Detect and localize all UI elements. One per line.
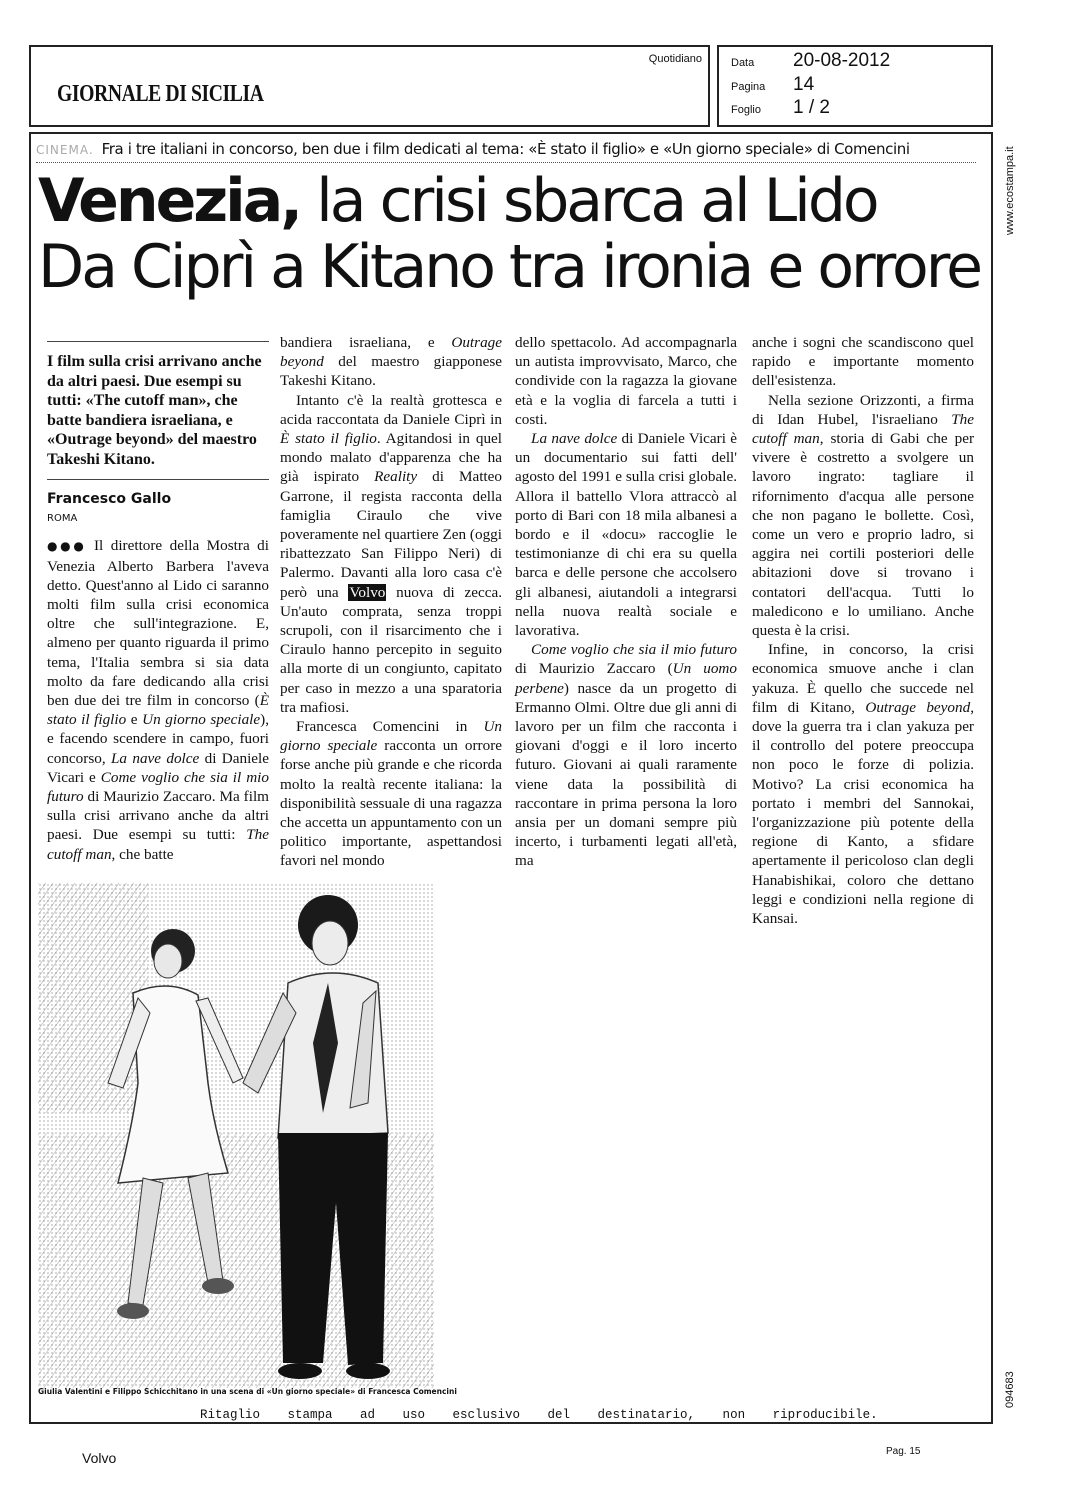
paragraph: Infine, in concorso, la crisi economica smuove anche i clan yakuza. È quello che succede nel film di Kitano, Outrage beyond, dove la guerra tra i clan yakuza per il controllo del potere preoccupa non poco le forze di polizia. Motivo? La crisi economica ha portato i membri del Sannokai, l'organizzazione più potente della regione di Kanto, a sfidare apertamente il pericoloso clan degli Hanabishikai, coloro che dettano leggi e condizioni nella regione di Kansai. bbox=[752, 641, 974, 928]
author-rule bbox=[47, 479, 269, 480]
photo-caption: Giulia Valentini e Filippo Schicchitano in una scena di «Un giorno speciale» di Francesca Comencini bbox=[38, 1387, 457, 1396]
paragraph: dello spettacolo. Ad accompagnarla un autista improvvisato, Marco, che condivide con la ragazza la giovane età e la voglia di farcela a tutti i costi. bbox=[515, 334, 737, 428]
sheet-value: 1 / 2 bbox=[793, 97, 830, 118]
masthead-box bbox=[29, 45, 710, 127]
newspaper-name: GIORNALE DI SICILIA bbox=[57, 81, 264, 107]
paragraph: anche i sogni che scandiscono quel rapido e importante momento dell'esistenza. bbox=[752, 334, 974, 390]
date-value: 20-08-2012 bbox=[793, 50, 891, 71]
kicker-text: Fra i tre italiani in concorso, ben due i film dedicati al tema: «È stato il figlio» e «Un giorno speciale» di Comencini bbox=[101, 140, 910, 158]
article-photo bbox=[38, 883, 434, 1388]
page-label: Pagina bbox=[731, 81, 766, 93]
headline-rest: la crisi sbarca al Lido bbox=[300, 166, 877, 236]
couple-running-illustration bbox=[38, 883, 434, 1388]
author: Francesco Gallo bbox=[47, 491, 172, 507]
issue-info-box bbox=[717, 45, 993, 127]
headline-bold: Venezia, bbox=[38, 166, 301, 236]
bullet-dots: ●●● bbox=[47, 539, 87, 554]
column-1 bbox=[47, 341, 269, 864]
paragraph: Intanto c'è la realtà grottesca e acida raccontata da Daniele Ciprì in È stato il figlio. Agitandosi in quel mondo malato d'apparenza che ha già ispirato Reality di Matteo Garrone, il regista racconta della famiglia Ciraulo che vive poveramente nel quartiere Zen (oggi ribattezzato San Filippo Neri) di Palermo. Davanti alla loro casa c'è però una Volvo nuova di zecca. Un'auto comprata, senza troppi scrupoli, con il risarcimento che i Ciraulo hanno percepito in seguito alla morte di un congiunto, capitato per caso in mezzo a una sparatoria tra mafiosi. bbox=[280, 391, 502, 716]
paragraph: bandiera israeliana, e Outrage beyond del maestro giapponese Takeshi Kitano. bbox=[280, 334, 502, 390]
paragraph: Come voglio che sia il mio futuro di Maurizio Zaccaro (Un uomo perbene) nasce da un progetto di Ermanno Olmi. Oltre due gli anni di lavoro per un film che racconta i giovani d'oggi e il loro incerto futuro. Giovani ai quali raramente viene data la possibilità di raccontare in prima persona la loro ansia per un domani sempre più incerto, i turbamenti legati all'età, ma bbox=[515, 641, 737, 870]
column-3 bbox=[515, 333, 737, 871]
column-2 bbox=[280, 333, 502, 871]
summary: I film sulla crisi arrivano anche da altri paesi. Due esempi su tutti: «The cutoff man», che batte bandiera israeliana, e «Outrage beyond» del maestro Takeshi Kitano. bbox=[47, 353, 262, 468]
highlighted-keyword: Volvo bbox=[349, 583, 386, 601]
column-4 bbox=[752, 333, 974, 928]
headline-line2: Da Ciprì a Kitano tra ironia e orrore bbox=[38, 232, 980, 302]
paragraph: Francesca Comencini in Un giorno speciale racconta un orrore forse anche più grande e che ricorda molto la realtà recente italiana: la disponibilità sessuale di una ragazza che accetta un appuntamento con un politico importante, aspettandosi favori nel mondo bbox=[280, 718, 503, 870]
summary-rule bbox=[47, 341, 269, 342]
ecostampa-url: www.ecostampa.it bbox=[1004, 146, 1016, 235]
date-label: Data bbox=[731, 57, 755, 69]
paragraph: La nave dolce di Daniele Vicari è un documentario sui fatti dell' agosto del 1991 e sulla crisi globale. Allora il battello Vlora attraccò al porto di Bari con 18 mila albanesi a bordo e il «docu» raccoglie le testimonianze di chi era su quella barca e delle persone che accolsero gli albanesi, aiutandoli a integrarsi nella nuova realtà sociale e lavorativa. bbox=[515, 430, 737, 640]
headline bbox=[38, 168, 980, 300]
disclaimer: Ritaglio stampa ad uso esclusivo del destinatario, non riproducibile. bbox=[200, 1408, 878, 1422]
document-code: 094683 bbox=[1004, 1371, 1016, 1408]
kicker bbox=[36, 140, 976, 163]
sheet-label: Foglio bbox=[731, 104, 761, 116]
page-value: 14 bbox=[793, 74, 815, 95]
paragraph: Nella sezione Orizzonti, a firma di Idan Hubel, l'israeliano The cutoff man, storia di Gabi che per vivere è costretto a svolgere un lavoro ingrato: tagliare il rifornimento d'acqua alle persone che non pagano le bollette. Così, come un vero e proprio ladro, si aggira nei cortili posteriori delle abitazioni dove si trovano i contatori dell'acqua. Tutti lo maledicono e lo umiliano. Anche questa è la crisi. bbox=[752, 391, 974, 640]
kicker-tag: CINEMA. bbox=[36, 143, 94, 157]
footer-keyword: Volvo bbox=[82, 1450, 117, 1466]
paragraph: ●●● Il direttore della Mostra di Venezia Alberto Barbera l'aveva detto. Quest'anno al Lido ci saranno molti film sulla crisi economica oltre che sull'integrazione. E, almeno per quanto riguarda il primo tema, l'Italia sembra si sia data molto da fare dedicando alla crisi ben due dei tre film in concorso (È stato il figlio e Un giorno speciale), e facendo scendere in campo, fuori concorso, La nave dolce di Daniele Vicari e Come voglio che sia il mio futuro di Maurizio Zaccaro. Ma film sulla crisi arrivano anche da altri paesi. Due esempi su tutti: The cutoff man, che batte bbox=[47, 537, 269, 863]
dateline: ROMA bbox=[47, 513, 78, 525]
footer-page-number: Pag. 15 bbox=[886, 1446, 921, 1457]
publication-type: Quotidiano bbox=[648, 53, 702, 65]
